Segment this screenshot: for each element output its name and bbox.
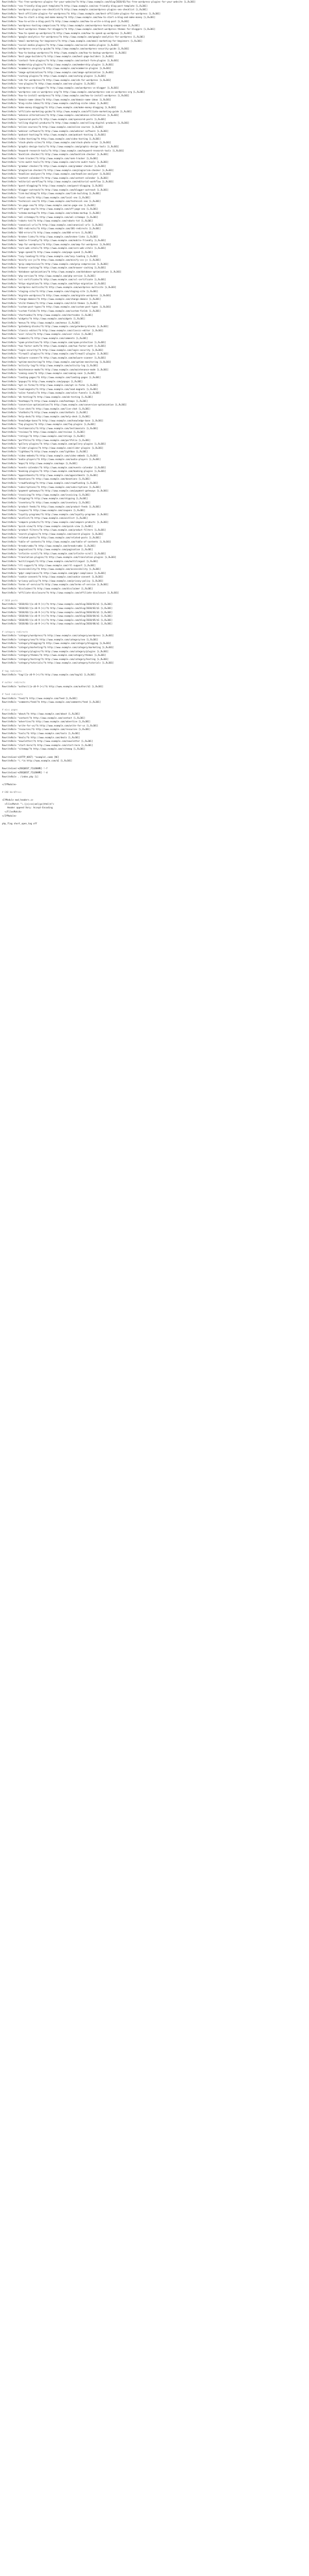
code-line: php_flag short_open_tag off bbox=[2, 822, 38, 825]
code-line: RewriteRule ^category/plugins/?$ http://www.example.com/category/plugins [L,R=301] bbox=[2, 650, 109, 653]
code-line: RewriteRule ^maintenance-mode/?$ http://www.example.com/maintenance-mode [L,R=301] bbox=[2, 368, 109, 371]
code-line: RewriteRule ^2018/04/([a-z0-9-]+)/?$ http://www.example.com/blog/2018/04/$1 [L,R=301] bbox=[2, 615, 113, 618]
code-line: RewriteRule ^how-to-speed-up-wordpress/?$ http://www.example.com/how-to-speed-up-wordpress [L,R=301] bbox=[2, 31, 132, 35]
code-line: RewriteRule ^deals/?$ http://www.example.com/deals [L,R=301] bbox=[2, 736, 80, 739]
code-line: RewriteRule ^heatmaps/?$ http://www.example.com/heatmaps [L,R=301] bbox=[2, 399, 88, 402]
code-line: RewriteRule ^payment-gateways/?$ http://www.example.com/payment-gateways [L,R=301] bbox=[2, 489, 109, 493]
code-line: RewriteRule ^advertise/?$ http://www.example.com/advertise [L,R=301] bbox=[2, 720, 91, 723]
code-line: RewriteRule ^portfolio/?$ http://www.example.com/portfolio [L,R=301] bbox=[2, 438, 91, 442]
code-line: RewriteRule ^coming-soon/?$ http://www.example.com/coming-soon [L,R=301] bbox=[2, 372, 96, 375]
code-line: RewriteRule ^uptime-monitoring/?$ http://www.example.com/uptime-monitoring [L,R=301] bbox=[2, 360, 111, 363]
code-line: RewriteRule ^category/blogging/?$ http://www.example.com/category/blogging [L,R=301] bbox=[2, 642, 111, 645]
code-line: RewriteRule ^testimonials/?$ http://www.example.com/testimonials [L,R=301] bbox=[2, 427, 98, 430]
code-line: RewriteCond %{REQUEST_FILENAME} !-d bbox=[2, 771, 48, 774]
code-line: RewriteRule ^301-redirects/?$ http://www.example.com/301-redirects [L,R=301] bbox=[2, 227, 101, 230]
code-line: RewriteRule ^stock-photo-sites/?$ http://www.example.com/stock-photo-sites [L,R=301] bbox=[2, 141, 111, 144]
code-line: RewriteRule ^comments/feed/?$ http://www.example.com/comments/feed [L,R=301] bbox=[2, 701, 101, 704]
code-line: RewriteRule ^foc-free-wordpress-plugins-for-your-website/?$ http://www.example.com/blog/2018/01/foc-free-wordpress-plugins-for-your-website [L,R=301] bbox=[2, 1, 196, 3]
code-line bbox=[0, 778, 309, 783]
code-line: <IfModule mod_headers.c> bbox=[2, 799, 33, 802]
code-line: RewriteRule ^social-media-plugins/?$ http://www.example.com/social-media-plugins [L,R=301] bbox=[2, 43, 119, 46]
code-line: RewriteRule ^2018/03/([a-z0-9-]+)/?$ http://www.example.com/blog/2018/03/$1 [L,R=301] bbox=[2, 611, 113, 614]
code-line: RewriteRule ^how-to-backup-wordpress/?$ http://www.example.com/how-to-backup-wordpress [L,R=301] bbox=[2, 51, 127, 54]
code-line: RewriteRule ^malware-scanner/?$ http://www.example.com/malware-scanner [L,R=301] bbox=[2, 357, 106, 360]
code-line: RewriteRule ^product-filters/?$ http://www.example.com/product-filters [L,R=301] bbox=[2, 529, 106, 532]
code-line: RewriteRule ^live-chat/?$ http://www.example.com/live-chat [L,R=301] bbox=[2, 407, 91, 410]
code-line: # author redirects bbox=[2, 681, 26, 684]
code-line: RewriteRule ^best-wordpress-themes-for-bloggers/?$ http://www.example.com/best-wordpress-themes-for-bloggers [L,R=301] bbox=[2, 28, 156, 31]
code-line: RewriteRule ^gallery-plugins/?$ http://www.example.com/gallery-plugins [L,R=301] bbox=[2, 443, 106, 446]
code-line: RewriteRule ^grammar-checker/?$ http://www.example.com/grammar-checker [L,R=301] bbox=[2, 164, 106, 167]
code-line: RewriteRule ^newsletter/?$ http://www.example.com/newsletter [L,R=301] bbox=[2, 740, 93, 743]
code-line: RewriteRule ^seo-plugins/?$ http://www.example.com/seo-plugins [L,R=301] bbox=[2, 82, 96, 86]
code-line: RewriteRule ^affiliate-marketing-guide/?$ http://www.example.com/affiliate-marketing-guide [L,R=301] bbox=[2, 110, 132, 113]
code-line: RewriteRule ^staging-site/?$ http://www.example.com/staging-site [L,R=301] bbox=[2, 290, 98, 293]
code-line: RewriteRule ^browser-caching/?$ http://www.example.com/browser-caching [L,R=301] bbox=[2, 266, 106, 269]
code-line: RewriteRule ^2018/06/([a-z0-9-]+)/?$ http://www.example.com/blog/2018/06/$1 [L,R=301] bbox=[2, 622, 113, 625]
code-line: RewriteRule ^category/marketing/?$ http://www.example.com/category/marketing [L,R=301] bbox=[2, 646, 114, 649]
code-line: RewriteRule ^shortcodes/?$ http://www.example.com/shortcodes [L,R=301] bbox=[2, 313, 93, 316]
code-line: RewriteRule ^ratings/?$ http://www.example.com/ratings [L,R=301] bbox=[2, 434, 85, 437]
code-line: RewriteRule ^category/hosting/?$ http://www.example.com/category/hosting [L,R=301] bbox=[2, 657, 109, 660]
code-line: RewriteRule ^wordpress-security-guide/?$ http://www.example.com/wordpress-security-guide [L,R=301] bbox=[2, 47, 130, 50]
code-line: RewriteRule ^guest-blogging/?$ http://www.example.com/guest-blogging [L,R=301] bbox=[2, 184, 104, 187]
code-line: RewriteRule ^(.*)$ http://www.example.com/$1 [L,R=301] bbox=[2, 759, 73, 762]
code-line: RewriteRule ^broken-links/?$ http://www.example.com/broken-links [L,R=301] bbox=[2, 235, 98, 238]
code-line: RewriteRule ^resources/?$ http://www.example.com/resources [L,R=301] bbox=[2, 728, 91, 731]
code-line: RewriteRule ^cookie-consent/?$ http://www.example.com/cookie-consent [L,R=301] bbox=[2, 575, 104, 579]
code-line bbox=[0, 763, 309, 767]
code-line: RewriteRule . /index.php [L] bbox=[2, 775, 39, 778]
code-line: RewriteRule ^ab-testing/?$ http://www.example.com/ab-testing [L,R=301] bbox=[2, 395, 93, 398]
code-line: RewriteRule ^2018/01/([a-z0-9-]+)/?$ http://www.example.com/blog/2018/01/$1 [L,R=301] bbox=[2, 603, 113, 606]
code-line: RewriteRule ^online-courses/?$ http://www.example.com/online-courses [L,R=301] bbox=[2, 126, 104, 128]
code-line: RewriteRule ^webinar-software/?$ http://www.example.com/webinar-software [L,R=301] bbox=[2, 129, 109, 132]
code-line: RewriteRule ^author/([a-z0-9-]+)/?$ http://www.example.com/author/$1 [L,R=301] bbox=[2, 685, 104, 688]
code-line: RewriteRule ^backlink-checker/?$ http://www.example.com/backlink-checker [L,R=301] bbox=[2, 153, 109, 156]
code-line: RewriteRule ^pagination/?$ http://www.example.com/pagination [L,R=301] bbox=[2, 548, 93, 551]
code-line: RewriteRule ^image-optimization/?$ http://www.example.com/image-optimization [L,R=301] bbox=[2, 71, 114, 74]
code-line: RewriteRule ^about/?$ http://www.example.com/about [L,R=301] bbox=[2, 713, 80, 716]
code-line: RewriteRule ^terms-of-service/?$ http://www.example.com/terms-of-service [L,R=301] bbox=[2, 583, 109, 586]
code-line: RewriteRule ^table-of-contents/?$ http://www.example.com/table-of-contents [L,R=301] bbox=[2, 540, 111, 543]
code-line: RewriteRule ^keyword-research-tools/?$ http://www.example.com/keyword-research-tools [L,R=301] bbox=[2, 149, 124, 152]
code-line: RewriteRule ^accessibility/?$ http://www.example.com/accessibility [L,R=301] bbox=[2, 568, 101, 571]
code-line: RewriteRule ^google-analytics-for-wordpress/?$ http://www.example.com/google-analytics-for-wordpress [L,R=301] bbox=[2, 36, 145, 39]
code-line: RewriteRule ^conversion-optimization/?$ http://www.example.com/conversion-optimization [L,R=301] bbox=[2, 403, 127, 406]
code-line: RewriteRule ^classic-editor/?$ http://www.example.com/classic-editor [L,R=301] bbox=[2, 329, 104, 332]
code-line: RewriteRule ^spam-protection/?$ http://www.example.com/spam-protection [L,R=301] bbox=[2, 341, 106, 344]
code-line: RewriteRule ^loyalty-programs/?$ http://www.example.com/loyalty-programs [L,R=301] bbox=[2, 513, 109, 516]
code-line: RewriteRule ^lightbox/?$ http://www.example.com/lightbox [L,R=301] bbox=[2, 450, 88, 453]
code-line: RewriteRule ^subscriptions/?$ http://www.example.com/subscriptions [L,R=301] bbox=[2, 485, 101, 488]
code-line: RewriteRule ^child-themes/?$ http://www.example.com/child-themes [L,R=301] bbox=[2, 301, 98, 304]
code-line: RewriteRule ^opt-in-forms/?$ http://www.example.com/opt-in-forms [L,R=301] bbox=[2, 384, 98, 387]
code-line: RewriteRule ^gdpr-compliance/?$ http://www.example.com/gdpr-compliance [L,R=301] bbox=[2, 571, 106, 574]
code-line: RewriteRule ^invoicing/?$ http://www.example.com/invoicing [L,R=301] bbox=[2, 493, 91, 496]
code-line: RewriteRule ^site-audit-tools/?$ http://www.example.com/site-audit-tools [L,R=301] bbox=[2, 161, 109, 164]
code-line: RewriteRule ^best-page-builders/?$ http://www.example.com/best-page-builders [L,R=301] bbox=[2, 55, 114, 58]
code-line: RewriteRule ^off-page-seo/?$ http://www.example.com/off-page-seo [L,R=301] bbox=[2, 208, 98, 211]
code-line: RewriteRule ^membership-plugins/?$ http://www.example.com/membership-plugins [L,R=301] bbox=[2, 63, 114, 66]
code-line: RewriteCond %{REQUEST_FILENAME} !-f bbox=[2, 767, 48, 770]
code-line: RewriteCond %{HTTP_HOST} ^example\.com$ [NC] bbox=[2, 755, 59, 758]
code-line: RewriteRule ^crowdfunding/?$ http://www.example.com/crowdfunding [L,R=301] bbox=[2, 482, 98, 485]
code-line: RewriteRule ^sales-funnels/?$ http://www.example.com/sales-funnels [L,R=301] bbox=[2, 392, 101, 395]
code-line: </IfModule> bbox=[2, 814, 16, 817]
code-line: RewriteRule ^php-version/?$ http://www.example.com/php-version [L,R=301] bbox=[2, 274, 96, 277]
code-line: RewriteRule ^audio-players/?$ http://www.example.com/audio-players [L,R=301] bbox=[2, 458, 101, 461]
code-line: RewriteRule ^https-migration/?$ http://www.example.com/https-migration [L,R=301] bbox=[2, 282, 106, 285]
code-line: Header append Vary: Accept-Encoding bbox=[2, 806, 53, 809]
code-line: RewriteRule ^sponsored-posts/?$ http://www.example.com/sponsored-posts [L,R=301] bbox=[2, 117, 106, 121]
code-line: RewriteRule ^database-optimization/?$ http://www.example.com/database-optimization [L,R=301] bbox=[2, 270, 122, 273]
code-line: RewriteRule ^404-errors/?$ http://www.example.com/404-errors [L,R=301] bbox=[2, 231, 93, 234]
code-line: RewriteRule ^2018/02/([a-z0-9-]+)/?$ http://www.example.com/blog/2018/02/$1 [L,R=301] bbox=[2, 607, 113, 610]
code-line: RewriteRule ^menus/?$ http://www.example.com/menus [L,R=301] bbox=[2, 321, 80, 324]
code-line: RewriteRule ^blog-niche-ideas/?$ http://www.example.com/blog-niche-ideas [L,R=301] bbox=[2, 102, 109, 105]
code-line: RewriteRule ^maps/?$ http://www.example.com/maps [L,R=301] bbox=[2, 462, 78, 465]
code-line: RewriteRule ^on-page-seo/?$ http://www.example.com/on-page-seo [L,R=301] bbox=[2, 204, 96, 207]
code-line: RewriteRule ^popups/?$ http://www.example.com/popups [L,R=301] bbox=[2, 380, 83, 383]
code-line: RewriteRule ^email-marketing-for-beginners/?$ http://www.example.com/email-marketing-for-beginners [L,R=301] bbox=[2, 39, 143, 42]
code-line bbox=[0, 665, 309, 669]
code-line: RewriteRule ^events-calendar/?$ http://www.example.com/events-calendar [L,R=301] bbox=[2, 466, 106, 469]
code-line: RewriteRule ^caching-plugins/?$ http://www.example.com/caching-plugins [L,R=301] bbox=[2, 75, 106, 78]
code-line: RewriteRule ^faq-plugins/?$ http://www.example.com/faq-plugins [L,R=301] bbox=[2, 423, 96, 426]
code-line: RewriteRule ^schema-markup/?$ http://www.example.com/schema-markup [L,R=301] bbox=[2, 212, 101, 215]
code-line: RewriteRule ^two-factor-auth/?$ http://www.example.com/two-factor-auth [L,R=301] bbox=[2, 345, 106, 348]
code-line: RewriteRule ^adsense-alternatives/?$ http://www.example.com/adsense-alternatives [L,R=301] bbox=[2, 114, 119, 117]
code-line: RewriteRule ^gzip-compression/?$ http://www.example.com/gzip-compression [L,R=301] bbox=[2, 262, 109, 265]
code-line: RewriteRule ^video-embeds/?$ http://www.example.com/video-embeds [L,R=301] bbox=[2, 454, 98, 457]
code-line: RewriteRule ^wordpress-vs-blogger/?$ http://www.example.com/wordpress-vs-blogger [L,R=301] bbox=[2, 87, 119, 90]
code-line: RewriteRule ^landing-pages/?$ http://www.example.com/landing-pages [L,R=301] bbox=[2, 376, 101, 379]
code-line: RewriteRule ^appointments/?$ http://www.example.com/appointments [L,R=301] bbox=[2, 473, 98, 477]
code-line: RewriteRule ^lead-magnets/?$ http://www.example.com/lead-magnets [L,R=301] bbox=[2, 387, 98, 391]
code-line: RewriteRule ^booking-plugins/?$ http://www.example.com/booking-plugins [L,R=301] bbox=[2, 470, 106, 473]
code-line: RewriteRule ^affiliate-disclosure/?$ http://www.example.com/affiliate-disclosure [L,R=301] bbox=[2, 591, 119, 594]
code-line: RewriteRule ^user-roles/?$ http://www.example.com/user-roles [L,R=301] bbox=[2, 333, 93, 336]
code-line: RewriteRule ^domain-name-ideas/?$ http://www.example.com/domain-name-ideas [L,R=301] bbox=[2, 98, 111, 101]
code-line: RewriteRule ^category/seo/?$ http://www.example.com/category/seo [L,R=301] bbox=[2, 638, 98, 641]
code-line: RewriteRule ^contact-form-plugins/?$ http://www.example.com/contact-form-plugins [L,R=301] bbox=[2, 59, 119, 62]
code-line bbox=[0, 786, 309, 790]
code-line: RewriteRule ^podcast-hosting/?$ http://www.example.com/podcast-hosting [L,R=301] bbox=[2, 133, 106, 137]
code-line: RewriteRule ^link-building/?$ http://www.example.com/link-building [L,R=301] bbox=[2, 192, 101, 195]
code-line: RewriteRule ^lazy-loading/?$ http://www.example.com/lazy-loading [L,R=301] bbox=[2, 255, 98, 258]
code-line: RewriteRule ^quick-view/?$ http://www.example.com/quick-view [L,R=301] bbox=[2, 524, 93, 528]
code-line: RewriteRule ^selling-digital-products/?$ http://www.example.com/selling-digital-products [L,R=301] bbox=[2, 122, 130, 125]
code-line: # misc pages bbox=[2, 708, 18, 711]
code-line: RewriteRule ^canonical-urls/?$ http://www.example.com/canonical-urls [L,R=301] bbox=[2, 223, 104, 226]
code-line: RewriteRule ^ssl-certificate/?$ http://www.example.com/ssl-certificate [L,R=301] bbox=[2, 278, 106, 281]
code-line: RewriteRule ^how-to-start-a-blog-and-make-money/?$ http://www.example.com/how-to-start-a-blog-and-make-money [L,R=301] bbox=[2, 16, 156, 19]
code-line: RewriteRule ^firewall-plugins/?$ http://www.example.com/firewall-plugins [L,R=301] bbox=[2, 352, 109, 355]
code-line bbox=[0, 704, 309, 708]
code-line: RewriteRule ^infinite-scroll/?$ http://www.example.com/infinite-scroll [L,R=301] bbox=[2, 552, 106, 555]
code-line: RewriteRule ^make-money-blogging/?$ http://www.example.com/make-money-blogging [L,R=301] bbox=[2, 106, 116, 109]
code-line bbox=[0, 818, 309, 822]
code-line: # 2018 posts bbox=[2, 599, 18, 602]
code-line: RewriteRule ^comments/?$ http://www.example.com/comments [L,R=301] bbox=[2, 337, 88, 340]
code-line: RewriteRule ^how-to-write-a-blog-post/?$ http://www.example.com/how-to-write-a-blog-post [L,R=301] bbox=[2, 20, 130, 23]
code-line: RewriteRule ^slider-plugins/?$ http://www.example.com/slider-plugins [L,R=301] bbox=[2, 446, 104, 449]
code-line: RewriteRule ^editorial-workflow/?$ http://www.example.com/editorial-workflow [L,R=301] bbox=[2, 180, 114, 183]
code-line: RewriteRule ^compare-products/?$ http://www.example.com/compare-products [L,R=301] bbox=[2, 520, 109, 523]
code-line: RewriteRule ^start-here/?$ http://www.example.com/start-here [L,R=301] bbox=[2, 743, 93, 747]
code-line: # END WordPress bbox=[2, 790, 22, 793]
code-line: RewriteRule ^how-to-install-wordpress/?$ http://www.example.com/how-to-install-wordpress [L,R=301] bbox=[2, 94, 130, 97]
code-line: RewriteRule ^technical-seo/?$ http://www.example.com/technical-seo [L,R=301] bbox=[2, 200, 101, 203]
code-line: </FilesMatch> bbox=[2, 810, 22, 813]
code-line: RewriteRule ^best-affiliate-plugins-for-wordpress/?$ http://www.example.com/best-affiliate-plugins-for-wordpress [L,R=301] bbox=[2, 12, 161, 15]
code-line: RewriteRule ^shipping/?$ http://www.example.com/shipping [L,R=301] bbox=[2, 497, 88, 500]
code-line: RewriteRule ^category/themes/?$ http://www.example.com/category/themes [L,R=301] bbox=[2, 654, 106, 657]
code-line: RewriteRule ^graphic-design-tools/?$ http://www.example.com/graphic-design-tools [L,R=301] bbox=[2, 145, 119, 148]
code-line bbox=[0, 626, 309, 630]
code-line: RewriteRule ^minify-css-js/?$ http://www.example.com/minify-css-js [L,R=301] bbox=[2, 259, 101, 262]
code-line bbox=[0, 595, 309, 599]
code-line: RewriteRule ^reviews/?$ http://www.example.com/reviews [L,R=301] bbox=[2, 431, 85, 434]
code-line: RewriteRule ^custom-fields/?$ http://www.example.com/custom-fields [L,R=301] bbox=[2, 309, 101, 312]
code-line: <FilesMatch "\.(js|css|xml|gz|html)$"> bbox=[2, 802, 54, 805]
code-line: RewriteRule ^plagiarism-checker/?$ http://www.example.com/plagiarism-checker [L,R=301] bbox=[2, 168, 114, 172]
code-line: RewriteRule ^sitemap/?$ http://www.example.com/sitemap [L,R=301] bbox=[2, 748, 85, 751]
code-line: RewriteRule ^robots-txt/?$ http://www.example.com/robots-txt [L,R=301] bbox=[2, 219, 93, 223]
code-line: RewriteRule ^local-seo/?$ http://www.example.com/local-seo [L,R=301] bbox=[2, 196, 91, 199]
code-line: RewriteRule ^login-security/?$ http://www.example.com/login-security [L,R=301] bbox=[2, 348, 104, 351]
code-line: RewriteRule ^write-for-us/?$ http://www.example.com/write-for-us [L,R=301] bbox=[2, 724, 98, 727]
code-line: RewriteRule ^wordpress-plugins-seo-checklist/?$ http://www.example.com/wordpress-plugins-seo-checklist [L,R=301] bbox=[2, 8, 148, 11]
code-line: # tag redirects bbox=[2, 669, 22, 672]
code-line: RewriteRule ^category/wordpress/?$ http://www.example.com/category/wordpress [L,R=301] bbox=[2, 634, 114, 637]
code-line: RewriteRule ^rtl-support/?$ http://www.example.com/rtl-support [L,R=301] bbox=[2, 564, 96, 567]
code-line: RewriteRule ^wordpress-multisite/?$ http://www.example.com/wordpress-multisite [L,R=301] bbox=[2, 286, 116, 289]
code-line: RewriteRule ^wordpress-com-vs-wordpress-org/?$ http://www.example.com/wordpress-com-vs-wordpress-org [L,R=301] bbox=[2, 90, 145, 93]
code-line: RewriteRule ^amp-for-wordpress/?$ http://www.example.com/amp-for-wordpress [L,R=301] bbox=[2, 243, 111, 246]
code-line: RewriteRule ^mobile-friendly/?$ http://www.example.com/mobile-friendly [L,R=301] bbox=[2, 239, 106, 242]
code-line bbox=[0, 751, 309, 755]
code-line: RewriteRule ^breadcrumbs/?$ http://www.example.com/breadcrumbs [L,R=301] bbox=[2, 544, 96, 547]
code-line: RewriteRule ^content-calendar/?$ http://www.example.com/content-calendar [L,R=301] bbox=[2, 176, 109, 179]
code-line: RewriteRule ^knowledge-base/?$ http://www.example.com/knowledge-base [L,R=301] bbox=[2, 419, 104, 422]
code-line: RewriteRule ^page-speed/?$ http://www.example.com/page-speed [L,R=301] bbox=[2, 251, 93, 253]
code-line: RewriteRule ^tools/?$ http://www.example.com/tools [L,R=301] bbox=[2, 732, 80, 735]
code-line: RewriteRule ^2018/05/([a-z0-9-]+)/?$ http://www.example.com/blog/2018/05/$1 [L,R=301] bbox=[2, 618, 113, 621]
code-line: RewriteRule ^blogger-outreach/?$ http://www.example.com/blogger-outreach [L,R=301] bbox=[2, 188, 109, 191]
code-line: RewriteRule ^change-domain/?$ http://www.example.com/change-domain [L,R=301] bbox=[2, 298, 101, 301]
code-line: RewriteRule ^product-feeds/?$ http://www.example.com/product-feeds [L,R=301] bbox=[2, 505, 101, 508]
code-line: RewriteRule ^rank-tracker/?$ http://www.example.com/rank-tracker [L,R=301] bbox=[2, 157, 98, 160]
code-line bbox=[0, 689, 309, 693]
code-line: RewriteRule ^migrate-wordpress/?$ http://www.example.com/migrate-wordpress [L,R=301] bbox=[2, 294, 111, 297]
code-line: RewriteRule ^tag/([a-z0-9-]+)/?$ http://www.example.com/tag/$1 [L,R=301] bbox=[2, 673, 96, 676]
code-line: RewriteRule ^xml-sitemaps/?$ http://www.example.com/xml-sitemaps [L,R=301] bbox=[2, 215, 98, 218]
code-line: RewriteRule ^privacy-policy/?$ http://www.example.com/privacy-policy [L,R=301] bbox=[2, 579, 104, 582]
code-line: RewriteRule ^translation-plugins/?$ http://www.example.com/translation-plugins [L,R=301] bbox=[2, 556, 116, 559]
code-line: RewriteRule ^search-plugins/?$ http://www.example.com/search-plugins [L,R=301] bbox=[2, 532, 104, 535]
code-line: RewriteRule ^disclaimer/?$ http://www.example.com/disclaimer [L,R=301] bbox=[2, 587, 93, 590]
code-line: RewriteRule ^video-hosting/?$ http://www.example.com/video-hosting [L,R=301] bbox=[2, 137, 101, 140]
code-line: RewriteRule ^core-web-vitals/?$ http://www.example.com/core-web-vitals [L,R=301] bbox=[2, 247, 106, 250]
code-line: RewriteRule ^gutenberg-blocks/?$ http://www.example.com/gutenberg-blocks [L,R=301] bbox=[2, 325, 109, 328]
code-line: RewriteRule ^category/tutorials/?$ http://www.example.com/category/tutorials [L,R=301] bbox=[2, 662, 114, 665]
code-line: RewriteRule ^wishlist/?$ http://www.example.com/wishlist [L,R=301] bbox=[2, 517, 88, 520]
code-line: RewriteRule ^coupons/?$ http://www.example.com/coupons [L,R=301] bbox=[2, 509, 85, 512]
code-line: RewriteRule ^headline-analyzer/?$ http://www.example.com/headline-analyzer [L,R=301] bbox=[2, 173, 111, 176]
code-line: RewriteRule ^chatbots/?$ http://www.example.com/chatbots [L,R=301] bbox=[2, 411, 88, 414]
code-line: </IfModule> bbox=[2, 783, 16, 786]
code-line: # category redirects bbox=[2, 630, 28, 633]
code-line: RewriteRule ^ecommerce-plugins/?$ http://www.example.com/ecommerce-plugins [L,R=301] bbox=[2, 67, 111, 70]
code-line: RewriteRule ^related-posts/?$ http://www.example.com/related-posts [L,R=301] bbox=[2, 536, 101, 539]
code-line: RewriteRule ^help-desk/?$ http://www.example.com/help-desk [L,R=301] bbox=[2, 415, 91, 418]
code-line: RewriteRule ^custom-post-types/?$ http://www.example.com/custom-post-types [L,R=301] bbox=[2, 306, 111, 309]
code-line: RewriteRule ^donations/?$ http://www.example.com/donations [L,R=301] bbox=[2, 478, 91, 481]
code-line: RewriteRule ^seo-friendly-blog-post-template/?$ http://www.example.com/seo-friendly-blog-post-template [L,R=301] bbox=[2, 4, 148, 7]
code-line bbox=[0, 794, 309, 799]
code-line: RewriteRule ^cdn-for-wordpress/?$ http://www.example.com/cdn-for-wordpress [L,R=301] bbox=[2, 78, 111, 81]
code-line: RewriteRule ^feed/?$ http://www.example.com/feed [L,R=301] bbox=[2, 697, 78, 700]
code-line: # feed redirects bbox=[2, 693, 23, 696]
code-line: RewriteRule ^multilingual/?$ http://www.example.com/multilingual [L,R=301] bbox=[2, 560, 98, 563]
code-line: RewriteRule ^inventory/?$ http://www.example.com/inventory [L,R=301] bbox=[2, 501, 91, 504]
code-line: RewriteRule ^wordpress-hosting-comparison/?$ http://www.example.com/wordpress-hosting-comparison [L,R=301] bbox=[2, 24, 140, 27]
code-line: RewriteRule ^activity-log/?$ http://www.example.com/activity-log [L,R=301] bbox=[2, 364, 98, 367]
code-line: RewriteRule ^widgets/?$ http://www.example.com/widgets [L,R=301] bbox=[2, 317, 85, 320]
code-line: RewriteRule ^contact/?$ http://www.example.com/contact [L,R=301] bbox=[2, 716, 85, 719]
code-line bbox=[0, 677, 309, 681]
